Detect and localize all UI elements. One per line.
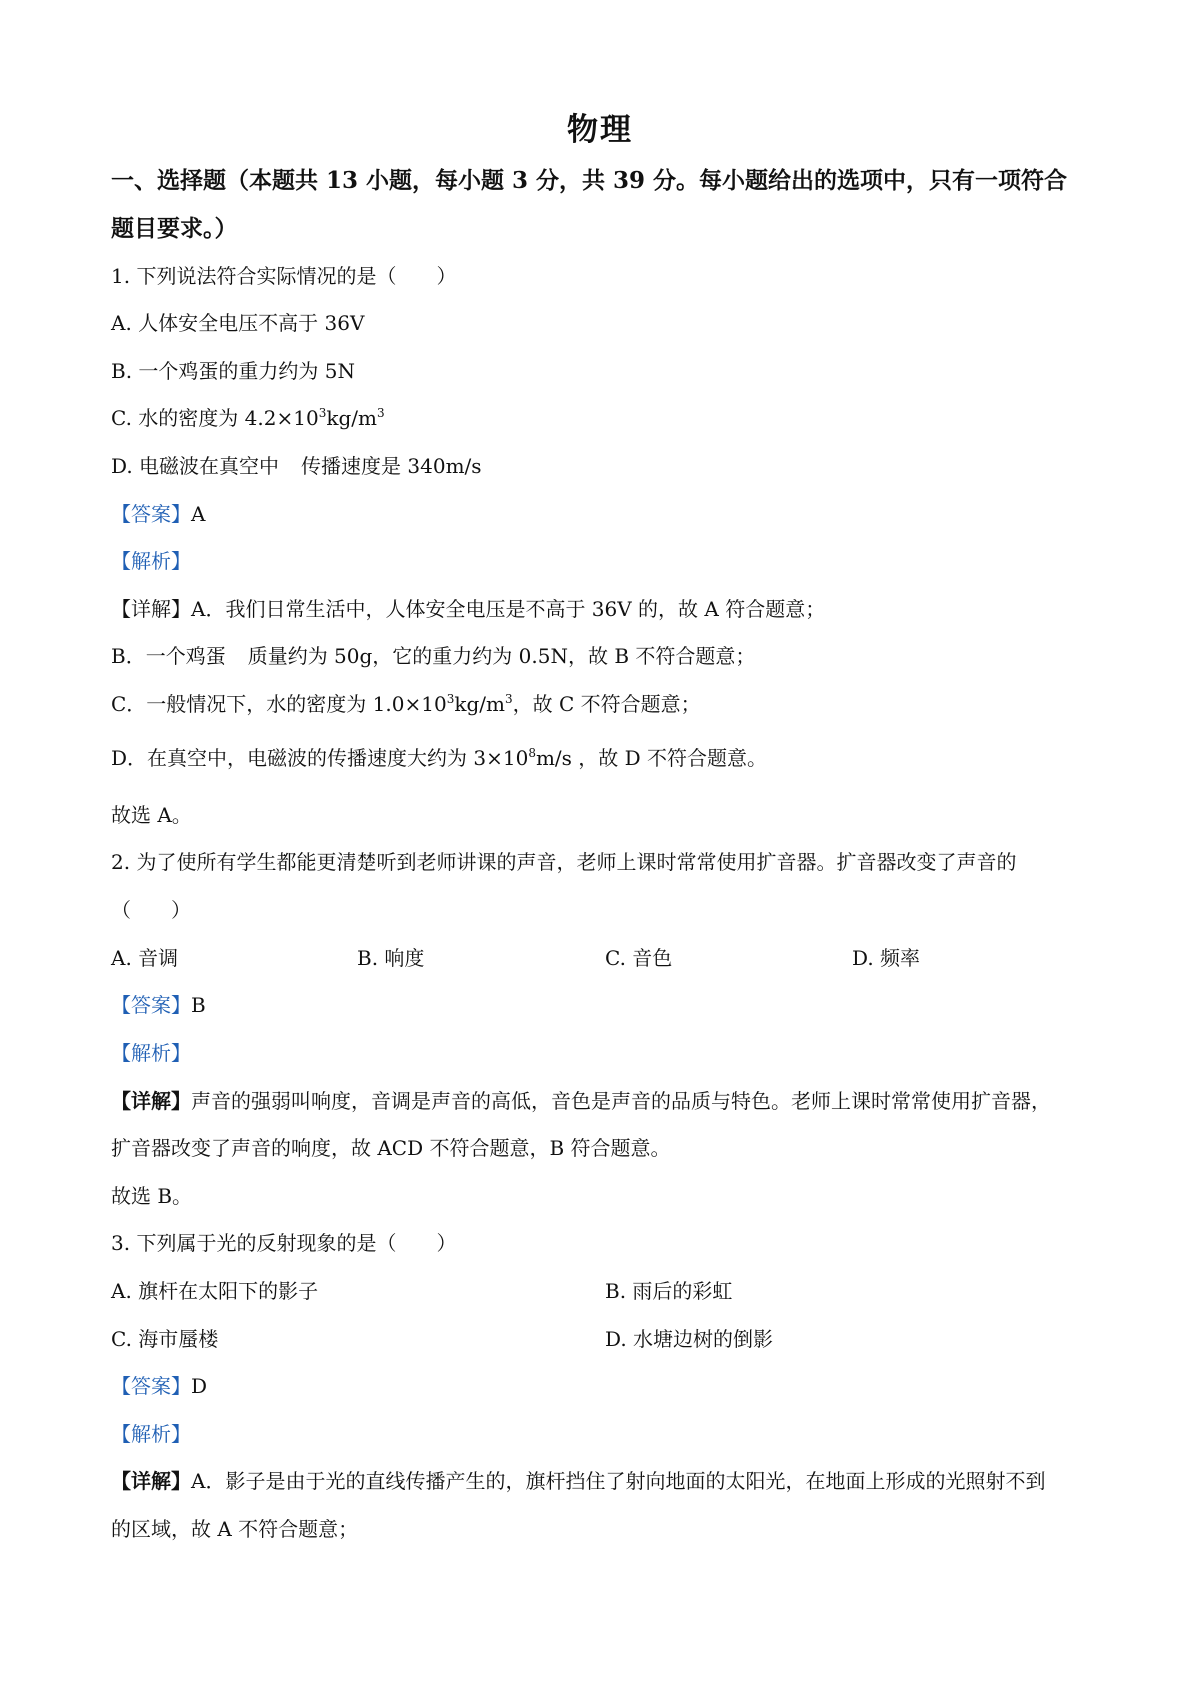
q1-option-d: D. 电磁波在真空中 传播速度是 340m/s [111, 454, 482, 478]
q2-option-b: B. 响度 [357, 946, 425, 970]
q1-detail-b: B．一个鸡蛋 质量约为 50g，它的重力约为 0.5N，故 B 不符合题意； [111, 644, 756, 668]
q2-option-d: D. 频率 [852, 946, 921, 970]
q1-detail-c: C．一般情况下，水的密度为 $1.0\times 10^3kg/m^3$，故 C 不符合题意； [111, 692, 701, 716]
q2-stem: 2. 为了使所有学生都能更清楚听到老师讲课的声音，老师上课时常常使用扩音器。扩音器改变了声音的 [111, 850, 1017, 874]
q1-option-b: B. 一个鸡蛋的重力约为 5N [111, 359, 355, 383]
q3-stem: 3. 下列属于光的反射现象的是（ ） [111, 1231, 457, 1255]
q1-option-a: A. 人体安全电压不高于 36V [111, 311, 365, 335]
q3-option-b: B. 雨后的彩虹 [605, 1279, 733, 1303]
q2-answer: 【答案】B [111, 993, 206, 1017]
page-title: 物理 [567, 112, 633, 148]
q1-option-c: C. 水的密度为 $4.2\times 10^3kg/m^3$ [111, 406, 385, 430]
q3-answer: 【答案】D [111, 1374, 208, 1398]
section-heading-line2: 题目要求。） [111, 215, 238, 242]
q1-detail-d: D．在真空中，电磁波的传播速度大约为 $3\times 10^8m/s$ ，故 D 不符合题意。 [111, 746, 768, 770]
q3-option-a: A. 旗杆在太阳下的影子 [111, 1279, 319, 1303]
q3-option-d: D. 水塘边树的倒影 [605, 1327, 774, 1351]
q2-detail-line2: 扩音器改变了声音的响度，故 ACD 不符合题意，B 符合题意。 [111, 1136, 671, 1160]
q2-analysis-label: 【解析】 [111, 1041, 191, 1065]
q1-answer: 【答案】A [111, 502, 206, 526]
q1-conclusion: 故选 A。 [111, 803, 192, 827]
q2-detail-line1: 【详解】声音的强弱叫响度，音调是声音的高低，音色是声音的品质与特色。老师上课时常常使用扩音器， [111, 1089, 1051, 1113]
q3-analysis-label: 【解析】 [111, 1422, 191, 1446]
q2-option-a: A. 音调 [111, 946, 179, 970]
q3-detail-line1: 【详解】A．影子是由于光的直线传播产生的，旗杆挡住了射向地面的太阳光，在地面上形成的光照射不到 [111, 1469, 1046, 1493]
q1-stem: 1. 下列说法符合实际情况的是（ ） [111, 264, 457, 288]
q3-detail-line2: 的区域，故 A 不符合题意； [111, 1517, 359, 1541]
section-heading-line1: 一、选择题（本题共 13 小题，每小题 3 分，共 39 分。每小题给出的选项中，只有一项符合 [111, 167, 1068, 194]
q2-option-c: C. 音色 [605, 946, 673, 970]
q3-option-c: C. 海市蜃楼 [111, 1327, 219, 1351]
q1-detail-a: 【详解】A．我们日常生活中，人体安全电压是不高于 36V 的，故 A 符合题意； [111, 597, 826, 621]
q1-analysis-label: 【解析】 [111, 549, 191, 573]
answer-label: 【答案】 [111, 502, 191, 526]
q2-conclusion: 故选 B。 [111, 1184, 193, 1208]
q2-stem-cont: （ ） [111, 898, 191, 922]
